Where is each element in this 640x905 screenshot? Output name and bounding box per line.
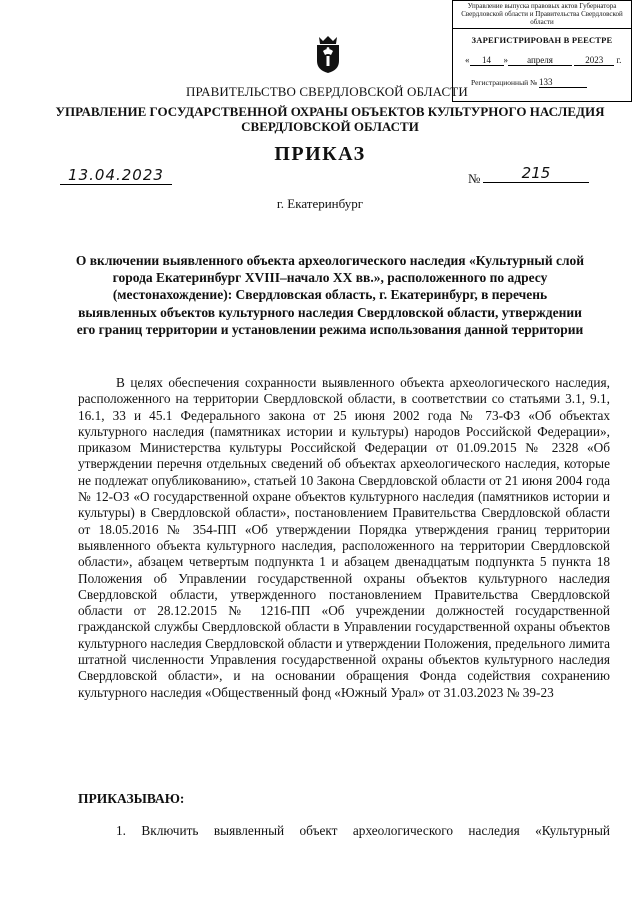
preamble-paragraph: В целях обеспечения сохранности выявленного объекта археологического наследия, расположенного на территории Свердловской области, в соответствии со статьями 3.1, 9.1, 16.1, 33 и 45.1 Федерального закона от 25 июня 2002 года № 73-ФЗ «Об объектах культурного наследия (памятниках истории и культуры) народов Российской Федерации», приказом Министерства культуры Российской Федерации от 01.09.2015 № 2328 «Об утверждении перечня отдельных сведений об объектах археологического наследия, которые не подлежат опубликованию», статьей 10 Закона Свердловской области от 21 июня 2004 года № 12-ОЗ «О государственной охране объектов культурного наследия (памятников истории и культуры) в Свердловской области», постановлением Правительства Свердловской области от 18.05.2016 № 354-ПП «Об утверждении Порядка утверждения границ территории выявленного объекта культурного наследия, расположенного на территории Свердловской области», абзацем четвертым подпункта 1 и абзацем двенадцатым подпункта 5 пункта 18 Положения об Управлении государственной охраны объектов культурного наследия Свердловской области, утвержденного постановлением Правительства Свердловской области от 28.12.2015 № 1216-ПП «Об учреждении должностей государственной гражданской службы Свердловской области в Управлении государственной охраны объектов культурного наследия Свердловской области и утверждении Положения, предельного лимита штатной численности Управления государственной охраны объектов культурного наследия Свердловской области», и на основании обращения Фонда содействия сохранению культурного наследия «Общественный фонд «Южный Урал» от 31.03.2023 № 39-23 [78,375,610,700]
registry-stamp [452,0,632,102]
handwritten-number: 215 [483,164,589,183]
document-type: ПРИКАЗ [274,143,366,165]
stamp-reg-number: 133 [539,78,587,88]
stamp-registration [453,78,631,88]
stamp-reg-label: Регистрационный № [471,78,538,87]
stamp-day: 14 [470,56,504,66]
stamp-title: ЗАРЕГИСТРИРОВАН В РЕЕСТРЕ [471,35,613,45]
coat-of-arms-icon [314,34,342,74]
stamp-year-suffix: г. [616,55,622,65]
order-item-1: 1. Включить выявленный объект археологического наследия «Культурный [116,823,610,838]
number-label: № [468,171,481,186]
stamp-year: 2023 [574,56,614,66]
stamp-header: Управление выпуска правовых актов Губернатора Свердловской области и Правительства Свердловской области [453,1,631,29]
department-name: УПРАВЛЕНИЕ ГОСУДАРСТВЕННОЙ ОХРАНЫ ОБЪЕКТОВ КУЛЬТУРНОГО НАСЛЕДИЯ СВЕРДЛОВСКОЙ ОБЛАСТИ [55,104,605,134]
city: г. Екатеринбург [276,196,364,211]
stamp-date: « 14 » апреля 2023 г. [465,55,622,65]
document-heading: О включении выявленного объекта археологического наследия «Культурный слой города Екатеринбург XVIII–начало XX вв.», расположенного по адресу (местонахождение): Свердловская область, г. Екатеринбург, в перечень выявленных объектов культурного наследия Свердловской области, утверждении его границ территории и установлении режима использования данной территории [75,253,585,337]
stamp-month: апреля [508,56,572,66]
order-word: ПРИКАЗЫВАЮ: [78,791,185,806]
government-name: ПРАВИТЕЛЬСТВО СВЕРДЛОВСКОЙ ОБЛАСТИ [186,84,468,99]
preamble [78,375,610,701]
handwritten-date: 13.04.2023 [60,166,172,185]
